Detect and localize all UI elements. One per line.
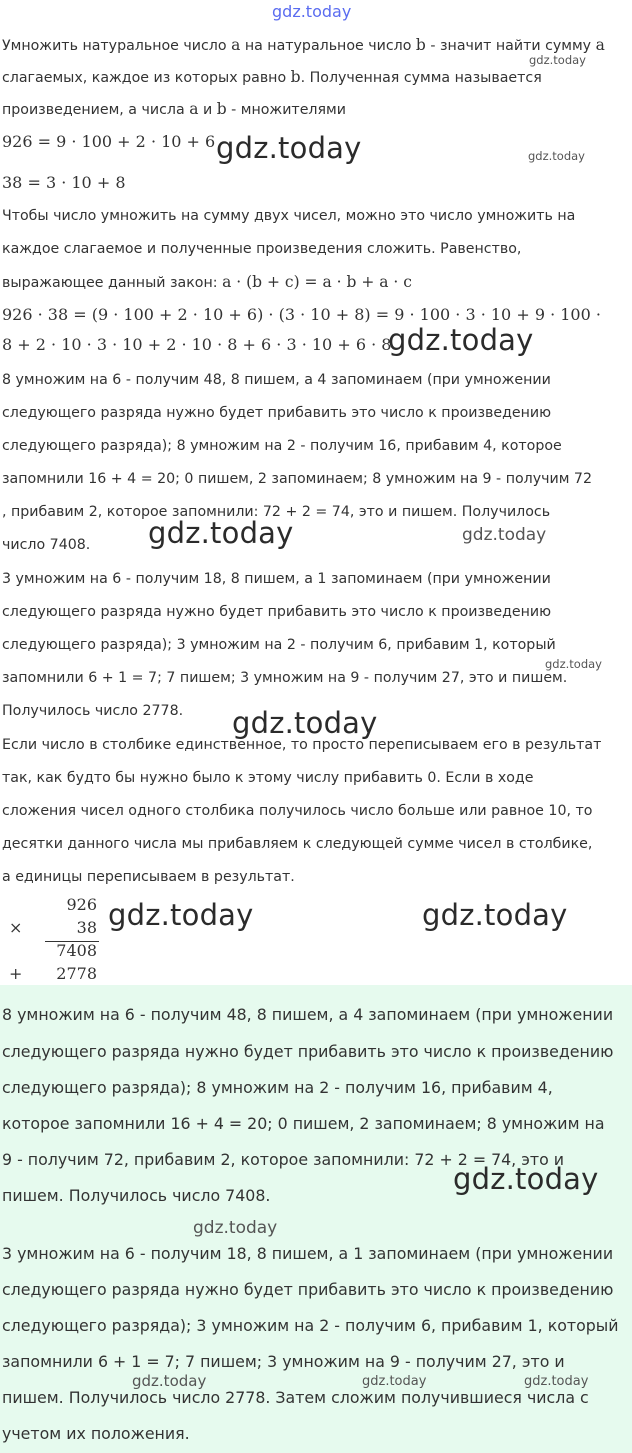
green-step-8-line-1: 8 умножим на 6 - получим 48, 8 пишем, а 4 запоминаем (при умножении (2, 1005, 614, 1024)
paragraph-column-rule-line-3: сложения чисел одного столбика получилось число больше или равное 10, то (2, 803, 593, 819)
green-step-3-line-6: учетом их положения. (2, 1424, 190, 1443)
variable: a (595, 36, 605, 54)
variable: b (216, 100, 227, 118)
green-step-3-line-4: запомнили 6 + 1 = 7; 7 пишем; 3 умножим на 9 - получим 27, это и (2, 1352, 565, 1371)
watermark-big: gdz.today (232, 706, 378, 740)
watermark-small: gdz.today (462, 525, 547, 545)
paragraph-step-8-line-5: , прибавим 2, которое запомнили: 72 + 2 = 74, это и пишем. Получилось (2, 504, 551, 520)
paragraph-step-8-line-6: число 7408. (2, 537, 91, 553)
watermark-big: gdz.today (453, 1162, 599, 1196)
paragraph-step-8-line-1: 8 умножим на 6 - получим 48, 8 пишем, а 4 запоминаем (при умножении (2, 372, 551, 388)
variable: a (189, 100, 199, 118)
plus-sign: + (9, 964, 23, 983)
paragraph-step-3-line-4: запомнили 6 + 1 = 7; 7 пишем; 3 умножим на 9 - получим 27, это и пишем. (2, 670, 568, 686)
green-step-3-line-1: 3 умножим на 6 - получим 18, 8 пишем, а 1 запоминаем (при умножении (2, 1244, 614, 1263)
paragraph-column-rule-line-1: Если число в столбике единственное, то просто переписываем его в результат (2, 737, 602, 753)
variable: b (290, 68, 301, 86)
paragraph-step-8-line-4: запомнили 16 + 4 = 20; 0 пишем, 2 запоминаем; 8 умножим на 9 - получим 72 (2, 471, 592, 487)
green-step-8-line-5: 9 - получим 72, прибавим 2, которое запомнили: 72 + 2 = 74, это и (2, 1150, 565, 1169)
green-step-8-line-4: которое запомнили 16 + 4 = 20; 0 пишем, 2 запоминаем; 8 умножим на (2, 1114, 605, 1133)
paragraph-step-3-line-2: следующего разряда нужно будет прибавить это число к произведению (2, 604, 552, 620)
paragraph-step-3-line-1: 3 умножим на 6 - получим 18, 8 пишем, а 1 запоминаем (при умножении (2, 571, 551, 587)
variable: a (231, 36, 241, 54)
watermark-big: gdz.today (388, 323, 534, 357)
formula-product-line-1: 926 · 38 = (9 · 100 + 2 · 10 + 6) · (3 · 10 + 8) = 9 · 100 · 3 · 10 + 9 · 100 · (2, 305, 601, 324)
formula-926-expansion: 926 = 9 · 100 + 2 · 10 + 6 (2, 132, 216, 151)
text: - значит найти сумму (425, 38, 596, 54)
text: выражающее данный закон: (2, 275, 223, 291)
partial-product-2: 2778 (56, 964, 97, 983)
text: . Полученная сумма называется (300, 70, 542, 86)
formula-product-line-2: 8 + 2 · 10 · 3 · 10 + 2 · 10 · 8 + 6 · 3 · 10 + 6 · 8 (2, 335, 392, 354)
times-sign: × (9, 918, 23, 937)
variable: b (415, 36, 426, 54)
text: Умножить натуральное число (2, 38, 232, 54)
text: на натуральное число (240, 38, 416, 54)
text: и (198, 102, 217, 118)
watermark-small: gdz.today (362, 1374, 427, 1389)
watermark-small: gdz.today (528, 149, 585, 163)
multiplicand: 926 (66, 895, 97, 914)
watermark-small: gdz.today (524, 1374, 589, 1389)
text: произведением, а числа (2, 102, 190, 118)
paragraph-law-line-3 (2, 266, 630, 300)
paragraph-step-3-line-3: следующего разряда); 3 умножим на 2 - получим 6, прибавим 1, который (2, 637, 556, 653)
paragraph-step-8-line-2: следующего разряда нужно будет прибавить это число к произведению (2, 405, 552, 421)
watermark-big: gdz.today (422, 898, 568, 932)
formula-38-expansion: 38 = 3 · 10 + 8 (2, 173, 126, 192)
green-step-8-line-6: пишем. Получилось число 7408. (2, 1186, 271, 1205)
green-step-3-line-3: следующего разряда); 3 умножим на 2 - получим 6, прибавим 1, который (2, 1316, 619, 1335)
paragraph-definition-line-3 (2, 93, 630, 127)
highlighted-explanation-block (0, 985, 632, 1453)
partial-product-1: 7408 (56, 941, 97, 960)
green-step-3-line-2: следующего разряда нужно будет прибавить это число к произведению (2, 1280, 614, 1299)
green-step-3-line-5: пишем. Получилось число 2778. Затем сложим получившиеся числа с (2, 1388, 589, 1407)
watermark-small: gdz.today (193, 1218, 278, 1238)
paragraph-law-line-1: Чтобы число умножить на сумму двух чисел, можно это число умножить на (2, 208, 576, 224)
text: - множителями (226, 102, 346, 118)
paragraph-step-3-line-5: Получилось число 2778. (2, 703, 184, 719)
watermark-small: gdz.today (132, 1372, 207, 1390)
watermark-big: gdz.today (148, 516, 294, 550)
paragraph-column-rule-line-2: так, как будто бы нужно было к этому числу прибавить 0. Если в ходе (2, 770, 534, 786)
paragraph-column-rule-line-5: а единицы переписываем в результат. (2, 869, 295, 885)
watermark-small: gdz.today (545, 657, 602, 671)
formula-distributive: a · (b + c) = a · b + a · c (222, 273, 412, 291)
paragraph-column-rule-line-4: десятки данного числа мы прибавляем к следующей сумме чисел в столбике, (2, 836, 593, 852)
watermark-small: gdz.today (529, 53, 586, 67)
multiplier: 38 (76, 918, 97, 937)
green-step-8-line-3: следующего разряда); 8 умножим на 2 - получим 16, прибавим 4, (2, 1078, 553, 1097)
green-step-8-line-2: следующего разряда нужно будет прибавить это число к произведению (2, 1042, 614, 1061)
watermark-big: gdz.today (216, 131, 362, 165)
watermark-header: gdz.today (272, 2, 352, 21)
watermark-big: gdz.today (108, 898, 254, 932)
paragraph-step-8-line-3: следующего разряда); 8 умножим на 2 - получим 16, прибавим 4, которое (2, 438, 562, 454)
paragraph-law-line-2: каждое слагаемое и полученные произведения сложить. Равенство, (2, 241, 522, 257)
text: слагаемых, каждое из которых равно (2, 70, 291, 86)
